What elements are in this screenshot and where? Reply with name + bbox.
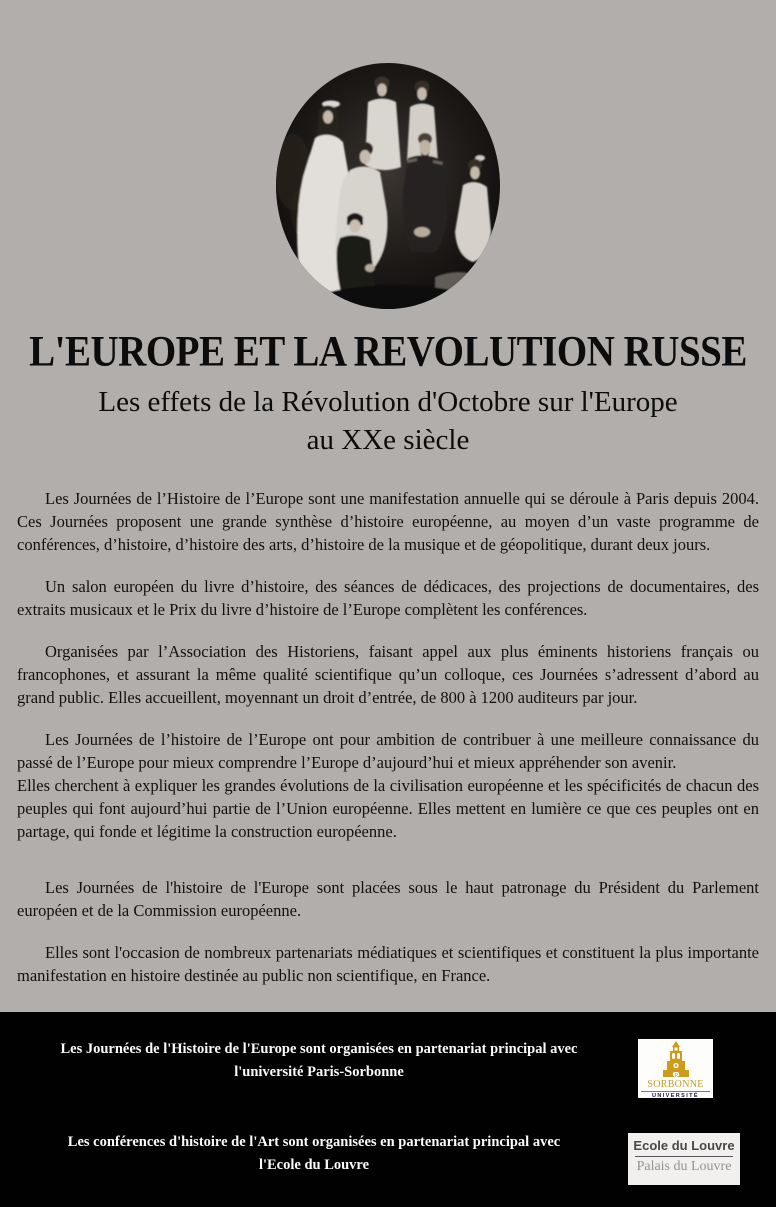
louvre-logo-divider — [635, 1156, 733, 1157]
paragraph-organisation: Organisées par l’Association des Historiens, faisant appel aux plus éminents historiens français ou francophones, et assurant la même qualité scientifique qu’un colloque, ces Journées s’adressent d’abord au grand public. Elles accueillent, moyennant un droit d’entrée, de 800 à 1200 auditeurs par jour. — [17, 642, 759, 707]
partner-row-sorbonne — [0, 1012, 776, 1110]
paris-sorbonne-university-logo — [638, 1039, 713, 1098]
paragraph-intro: Les Journées de l’Histoire de l’Europe sont une manifestation annuelle qui se déroule à Paris depuis 2004. Ces Journées proposent une grande synthèse d’histoire européenne, au moyen d’un vaste programme de conférences, d’histoire, d’histoire des arts, d’histoire de la musique et de géopolitique, durant deux jours. — [17, 489, 759, 554]
body-text — [17, 487, 759, 987]
louvre-logo-palace-label: Palais du Louvre — [636, 1158, 732, 1174]
sorbonne-partner-text-line-1: Les Journées de l'Histoire de l'Europe sont organisées en partenariat principal avec — [60, 1041, 578, 1057]
page-subtitle — [0, 383, 776, 459]
paragraph-evolutions: Elles cherchent à expliquer les grandes évolutions de la civilisation européenne et les spécificités de chacun des peuples qui font aujourd’hui partie de l’Union européenne. Elles mettent en lumière ce que ces peuples ont en partage, qui fonde et légitime la construction européenne. — [17, 776, 759, 841]
sorbonne-logo-sorbonne-label: SORBONNE — [647, 1079, 704, 1090]
sorbonne-tower-icon — [659, 1041, 693, 1077]
louvre-partner-text — [0, 1131, 628, 1177]
louvre-partner-text-line-2: l'Ecole du Louvre — [258, 1156, 370, 1173]
romanov-family-photo — [275, 62, 501, 310]
paragraph-salon: Un salon européen du livre d’histoire, des séances de dédicaces, des projections de documentaires, des extraits musicaux et le Prix du livre d’histoire de l’Europe complètent les conférences. — [17, 577, 759, 619]
partners-footer — [0, 1012, 776, 1207]
subtitle-line-2: au XXe siècle — [306, 424, 470, 456]
sorbonne-partner-text-line-2: l'université Paris-Sorbonne — [234, 1064, 404, 1080]
page-title: L'EUROPE ET LA REVOLUTION RUSSE — [29, 327, 747, 376]
paragraph-patronage: Les Journées de l'histoire de l'Europe sont placées sous le haut patronage du Président du Parlement européen et de la Commission européenne. — [17, 878, 759, 920]
sorbonne-partner-text — [0, 1038, 638, 1084]
ecole-du-louvre-logo — [628, 1133, 740, 1185]
photo-area — [0, 0, 776, 310]
partner-row-louvre — [0, 1110, 776, 1207]
sorbonne-logo-paris-label: PARIS — [667, 1073, 684, 1079]
paragraph-ambition: Les Journées de l’histoire de l’Europe ont pour ambition de contribuer à une meilleure connaissance du passé de l’Europe pour mieux comprendre l’Europe d’aujourd’hui et mieux appréhender son avenir. — [17, 730, 759, 772]
title-area — [0, 328, 776, 376]
sorbonne-logo-universite-label: UNIVERSITÉ — [651, 1092, 699, 1099]
louvre-logo-school-label: Ecole du Louvre — [633, 1137, 735, 1153]
subtitle-line-1: Les effets de la Révolution d'Octobre sur l'Europe — [98, 386, 678, 418]
paragraph-partenariats: Elles sont l'occasion de nombreux partenariats médiatiques et scientifiques et constituent la plus importante manifestation en histoire destinée au public non scientifique, en France. — [17, 943, 759, 985]
louvre-partner-text-line-1: Les conférences d'histoire de l'Art sont organisées en partenariat principal avec — [67, 1133, 561, 1150]
